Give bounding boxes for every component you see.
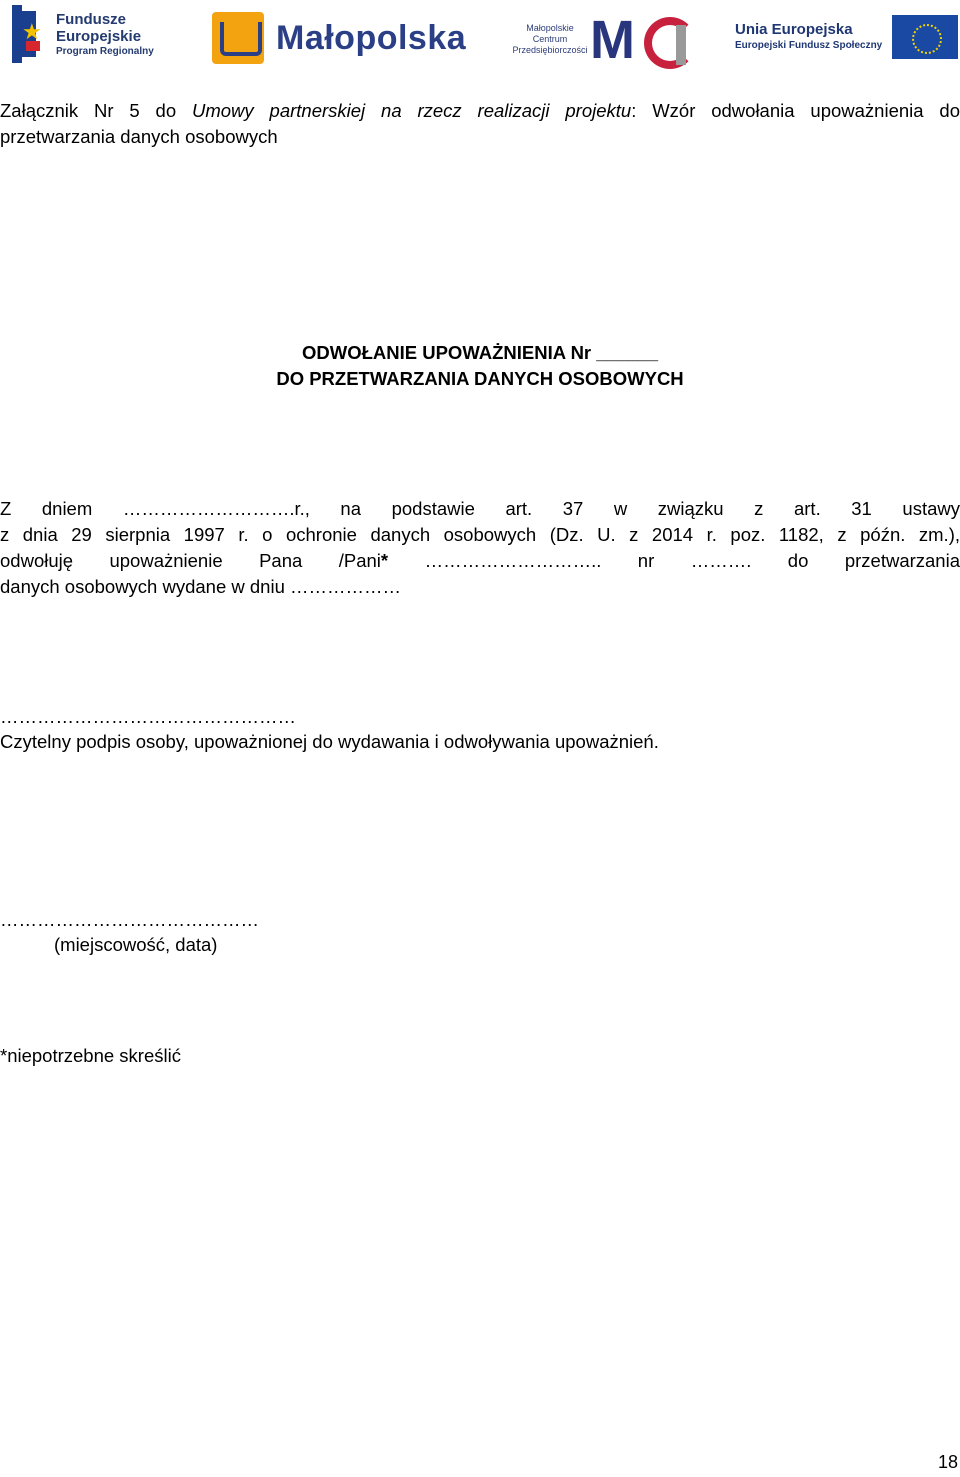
annex-italic: Umowy partnerskiej na rzecz realizacji projektu bbox=[192, 100, 632, 121]
unia-europejska-logo bbox=[735, 14, 958, 60]
mcp-logo-line1: Małopolskie bbox=[526, 22, 574, 33]
place-date-dots: …………………………………… bbox=[0, 909, 259, 930]
body-line3: odwołuję upoważnienie Pana /Pani* ……………………….. nr ………. do przetwarzania bbox=[0, 550, 960, 571]
malopolska-logo bbox=[212, 10, 466, 66]
malopolska-logo-text: Małopolska bbox=[276, 18, 467, 57]
fe-logo-line3: Program Regionalny bbox=[56, 45, 154, 57]
place-date-caption: (miejscowość, data) bbox=[54, 934, 218, 955]
mcp-logo bbox=[512, 8, 694, 70]
header-logos bbox=[0, 0, 960, 75]
fundusze-europejskie-emblem-icon: ★ bbox=[12, 5, 48, 63]
mcp-emblem-icon: M bbox=[590, 11, 694, 67]
document-title-line2: DO PRZETWARZANIA DANYCH OSOBOWYCH bbox=[276, 368, 684, 389]
annex-line1: Załącznik Nr 5 do Umowy partnerskiej na rzecz realizacji projektu: Wzór odwołania upoważnienia do bbox=[0, 100, 960, 121]
mcp-logo-line2: Centrum bbox=[532, 33, 568, 44]
annex-line2: przetwarzania danych osobowych bbox=[0, 126, 278, 147]
signature-dots: ………………………………………… bbox=[0, 706, 296, 727]
malopolska-emblem-icon bbox=[212, 12, 264, 64]
document-title-line1: ODWOŁANIE UPOWAŻNIENIA Nr ______ bbox=[301, 342, 659, 363]
body-line1: Z dniem ……………………….r., na podstawie art. 37 w związku z art. 31 ustawy bbox=[0, 498, 960, 519]
signature-caption: Czytelny podpis osoby, upoważnionej do wydawania i odwoływania upoważnień. bbox=[0, 731, 659, 752]
ue-logo-line2: Europejski Fundusz Społeczny bbox=[735, 40, 883, 51]
body-line2: z dnia 29 sierpnia 1997 r. o ochronie danych osobowych (Dz. U. z 2014 r. poz. 1182, z późn. zm.), bbox=[0, 524, 960, 545]
fe-logo-line1: Fundusze bbox=[56, 10, 126, 28]
footnote: *niepotrzebne skreślić bbox=[0, 1045, 181, 1066]
page-number: 18 bbox=[937, 1452, 958, 1472]
mcp-logo-line3: Przedsiębiorczości bbox=[512, 44, 588, 55]
ue-logo-line1: Unia Europejska bbox=[735, 21, 853, 38]
eu-flag-icon bbox=[892, 15, 958, 59]
fe-logo-line2: Europejskie bbox=[56, 27, 142, 45]
fundusze-europejskie-logo bbox=[12, 4, 154, 64]
body-line4: danych osobowych wydane w dniu ……………… bbox=[0, 576, 402, 597]
